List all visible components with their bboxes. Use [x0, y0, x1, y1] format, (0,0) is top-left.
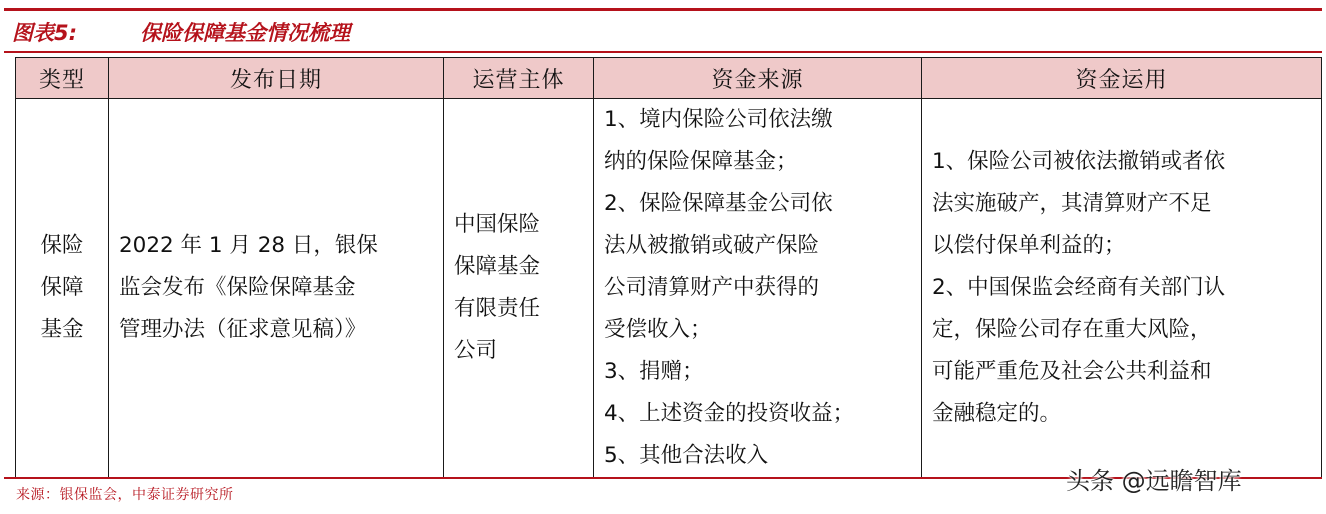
use-line: 可能严重危及社会公共利益和 — [932, 359, 1212, 384]
top-rule — [4, 8, 1322, 11]
header-operator: 运营主体 — [444, 58, 594, 99]
header-type: 类型 — [16, 58, 109, 99]
figure-caption — [12, 17, 350, 49]
header-source: 资金来源 — [594, 58, 922, 99]
source-note: 来源：银保监会，中泰证券研究所 — [16, 487, 234, 503]
source-line: 2、保险保障基金公司依 — [604, 191, 833, 216]
use-line: 1、保险公司被依法撤销或者依 — [932, 149, 1226, 174]
operator-line: 中国保险 — [454, 212, 541, 237]
header-date: 发布日期 — [109, 58, 444, 99]
source-line: 5、其他合法收入 — [604, 443, 769, 468]
cell-source — [594, 99, 922, 478]
date-line: 管理办法（征求意见稿）》 — [119, 317, 367, 342]
header-use: 资金运用 — [922, 58, 1322, 99]
cell-type — [16, 99, 109, 478]
type-line: 保险 — [40, 233, 84, 258]
operator-line: 保障基金 — [454, 254, 541, 279]
source-line: 1、境内保险公司依法缴 — [604, 107, 833, 132]
table-row — [16, 99, 1322, 478]
figure-title: 保险保障基金情况梳理 — [140, 21, 350, 45]
source-line: 3、捐赠； — [604, 359, 704, 384]
table-header-row — [16, 58, 1322, 99]
cell-date — [109, 99, 444, 478]
figure-label: 图表5: — [12, 21, 78, 45]
operator-line: 公司 — [454, 338, 498, 363]
use-line: 金融稳定的。 — [932, 401, 1062, 426]
use-line: 法实施破产，其清算财产不足 — [932, 191, 1212, 216]
source-line: 公司清算财产中获得的 — [604, 275, 820, 300]
caption-rule — [4, 51, 1322, 53]
fund-table — [15, 57, 1322, 478]
source-line: 受偿收入； — [604, 317, 712, 342]
watermark: 头条 @远瞻智库 — [1066, 467, 1242, 495]
type-line: 基金 — [40, 317, 84, 342]
use-line: 以偿付保单利益的； — [932, 233, 1126, 258]
date-line: 监会发布《保险保障基金 — [119, 275, 356, 300]
cell-operator — [444, 99, 594, 478]
use-line: 2、中国保监会经商有关部门认 — [932, 275, 1226, 300]
operator-line: 有限责任 — [454, 296, 541, 321]
source-line: 4、上述资金的投资收益； — [604, 401, 855, 426]
type-line: 保障 — [40, 275, 84, 300]
cell-use — [922, 99, 1322, 478]
source-line: 纳的保险保障基金； — [604, 149, 798, 174]
use-line: 定，保险公司存在重大风险， — [932, 317, 1212, 342]
source-line: 法从被撤销或破产保险 — [604, 233, 820, 258]
date-line: 2022 年 1 月 28 日，银保 — [119, 233, 378, 258]
